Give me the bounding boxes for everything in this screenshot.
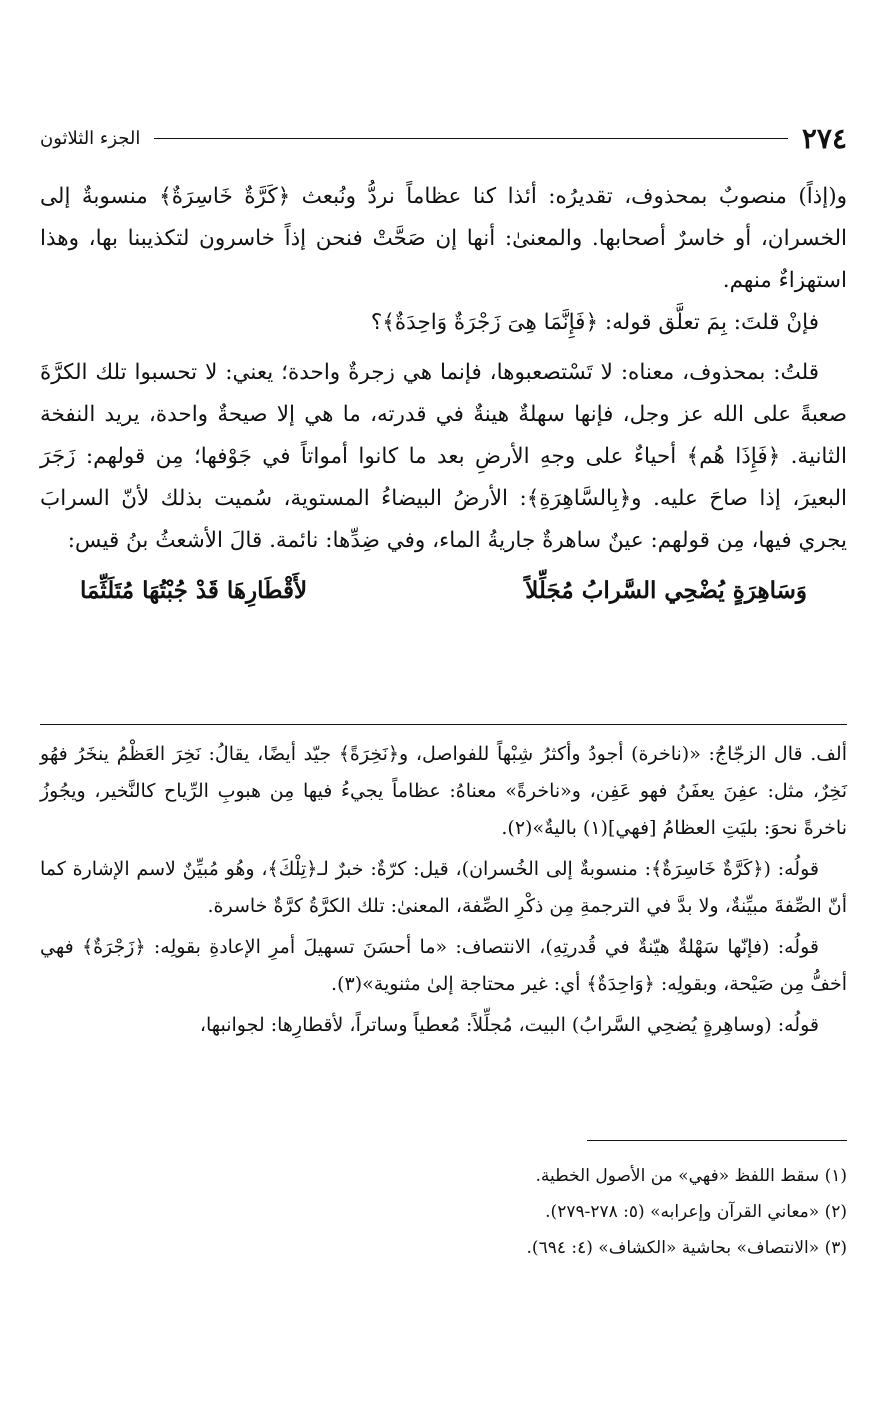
footnotes xyxy=(40,1158,847,1266)
commentary-2: قولُه: (﴿كَرَّةٌ خَاسِرَةٌ﴾: منسوبةٌ إلى الخُسران)، قيل: كرّةٌ: خبرٌ لـ﴿تِلْكَ﴾، وهُو مُبيِّنٌ لاسم الإشارة كما أنّ الصِّفةَ مبيِّنةٌ، ولا بدَّ في الترجمةِ مِن ذكْرِ الصِّفة، المعنىٰ: تلك الكرَّةُ كرَّةٌ خاسرة. xyxy=(40,858,847,917)
verse-first-hemistich: وَسَاهِرَةٍ يُضْحِي السَّرابُ مُجَلِّلاً xyxy=(525,577,807,604)
poetry-verse xyxy=(40,568,847,614)
main-text xyxy=(40,176,847,614)
commentary-4: قولُه: (وساهِرةٍ يُضحِي السَّرابُ) البيت، مُجلِّلاً: مُعطياً وساتراً، لأقطارِها: لجوانبها، xyxy=(199,1014,819,1036)
page-number: ٢٧٤ xyxy=(801,121,847,155)
footnote-1: (١) سقط اللفظ «فهي» من الأصول الخطية. xyxy=(535,1166,847,1186)
running-title: الجزء الثلاثون xyxy=(40,127,141,149)
commentary-section xyxy=(40,736,847,1048)
paragraph-1: و(إذاً) منصوبٌ بمحذوف، تقديرُه: أئذا كنا عظاماً نردُّ ونُبعث ﴿كَرَّةٌ خَاسِرَةٌ﴾ منسوبةٌ إلى الخسران، أو خاسرٌ أصحابها. والمعنىٰ: أنها إن صَحَّتْ فنحن إذاً خاسرون لتكذيبنا بها، وهذا استهزاءٌ منهم. xyxy=(40,184,847,293)
verse-second-hemistich: لأَقْطَارِهَا قَدْ جُبْتُهَا مُتَلَثِّمَا xyxy=(80,577,308,604)
footnote-separator xyxy=(587,1140,847,1141)
footnote-2: (٢) «معاني القرآن وإعرابه» (٥: ٢٧٨-٢٧٩). xyxy=(545,1202,847,1222)
paragraph-2: فإنْ قلتَ: بِمَ تعلَّق قوله: ﴿فَإِنَّمَا هِىَ زَجْرَةٌ وَاحِدَةٌ﴾؟ xyxy=(370,310,819,335)
footnote-3: (٣) «الانتصاف» بحاشية «الكشاف» (٤: ٦٩٤). xyxy=(526,1238,847,1258)
commentary-3: قولُه: (فإنّها سَهْلةٌ هيّنةٌ في قُدرتِهِ)، الانتصاف: «ما أحسَنَ تسهيلَ أمرِ الإعادةِ بقولِه: ﴿زَجْرَةٌ﴾ فهي أخفُّ مِن صَيْحة، وبقولِه: ﴿وَاحِدَةٌ﴾ أي: غير محتاجة إلىٰ مثنوية»(٣). xyxy=(40,936,847,995)
header-rule xyxy=(154,138,787,139)
paragraph-gap xyxy=(40,344,847,352)
page-header xyxy=(40,118,847,158)
commentary-1: ألف. قال الزجّاجُ: «(ناخرة) أجودُ وأكثرُ شِبْهاً للفواصل، و﴿نَخِرَةً﴾ جيّد أيضًا، يقالُ: نَخِرَ العَظْمُ ينخَرُ فهُو نَخِرٌ، مثل: عفِنَ يعفَنُ فهو عَفِن، و«ناخرةً» معناهُ: عظاماً يجيءُ فيها مِن هبوبِ الرِّياح كالنَّخير، ويجُوزُ ناخرةً نحوَ: بليَتِ العظامُ [فهي](١) باليةٌ»(٢). xyxy=(40,743,847,839)
paragraph-3: قلتُ: بمحذوف، معناه: لا تَسْتصعبوها، فإنما هي زجرةٌ واحدة؛ يعني: لا تحسبوا تلك الكرَّةَ صعبةً على الله عز وجل، فإنها سهلةٌ هينةٌ في قدرته، ما هي إلا صيحةٌ واحدة، يريد النفخة الثانية. ﴿فَإِذَا هُم﴾ أحياءٌ على وجهِ الأرضِ بعد ما كانوا أمواتاً في جَوْفها؛ مِن قولهم: زَجَرَ البعيرَ، إذا صاحَ عليه. و﴿بِالسَّاهِرَةِ﴾: الأرضُ البيضاءُ المستوية، سُميت بذلك لأنّ السرابَ يجري فيها، مِن قولهم: عينٌ ساهرةٌ جاريةُ الماء، وفي ضِدِّها: نائمة. قالَ الأشعثُ بنُ قيس: xyxy=(40,360,847,553)
commentary-separator xyxy=(40,724,847,725)
